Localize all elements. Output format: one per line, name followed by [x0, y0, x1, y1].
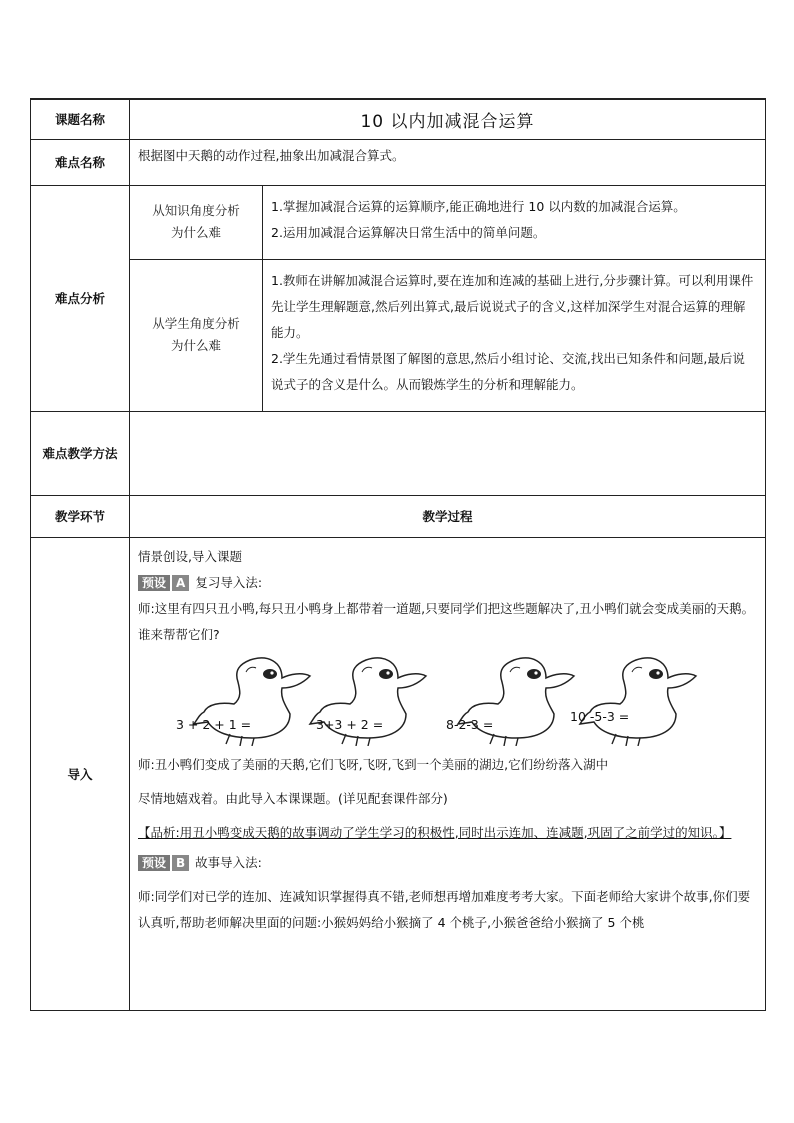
row-header	[31, 495, 766, 537]
difficulty-label: 难点名称	[31, 139, 130, 185]
intro-label: 导入	[31, 537, 130, 1010]
preset-b-line	[138, 850, 757, 876]
stage-label: 教学环节	[31, 495, 130, 537]
preset-a-title: 复习导入法:	[195, 574, 263, 590]
duck-equation-3: 8-2-3 =	[446, 716, 494, 732]
duck-equation-2: 3+3 + 2 =	[316, 716, 384, 732]
row-course-name	[31, 99, 766, 139]
row-difficulty	[31, 139, 766, 185]
duck-illustration	[138, 652, 757, 746]
student-text-2: 2.学生先通过看情景图了解图的意思,然后小组讨论、交流,找出已知条件和问题,最后说说式子的含义是什么。从而锻炼学生的分析和理解能力。	[271, 350, 745, 392]
lesson-plan-table	[30, 98, 766, 1011]
student-content	[263, 259, 766, 411]
preset-tag-b: 预设	[138, 855, 170, 871]
teacher-text-4: 师:同学们对已学的连加、连减知识掌握得真不错,老师想再增加难度考考大家。下面老师给大家讲个故事,你们要认真听,帮助老师解决里面的问题:小猴妈妈给小猴摘了 4 个桃子,小猴爸爸给小猴摘了 5 个桃	[138, 888, 751, 930]
preset-letter-b: B	[172, 855, 189, 871]
duck-equation-4: 10 -5-3 =	[570, 708, 630, 724]
analysis-label: 难点分析	[31, 185, 130, 411]
difficulty-value: 根据图中天鹅的动作过程,抽象出加减混合算式。	[130, 139, 766, 185]
method-value	[130, 411, 766, 495]
row-knowledge	[31, 185, 766, 259]
course-name-label: 课题名称	[31, 99, 130, 139]
row-intro	[31, 537, 766, 1010]
intro-content	[130, 537, 766, 1010]
row-method	[31, 411, 766, 495]
process-label: 教学过程	[130, 495, 766, 537]
knowledge-angle-text: 从知识角度分析为什么难	[152, 203, 240, 240]
knowledge-line-1: 1.掌握加减混合运算的运算顺序,能正确地进行 10 以内数的加减混合运算。	[271, 198, 686, 214]
scene-line: 情景创设,导入课题	[138, 548, 242, 564]
student-text-1: 1.教师在讲解加减混合运算时,要在连加和连减的基础上进行,分步骤计算。可以利用课件先让学生理解题意,然后列出算式,最后说说式子的含义,这样加深学生对混合运算的理解能力。	[271, 272, 754, 340]
preset-tag-a: 预设	[138, 575, 170, 591]
knowledge-line-2: 2.运用加减混合运算解决日常生活中的简单问题。	[271, 224, 546, 240]
analysis-note: 【品析:用丑小鸭变成天鹅的故事调动了学生学习的积极性,同时出示连加、连减题,巩固了之前学过的知识。】	[138, 824, 732, 840]
knowledge-content	[263, 185, 766, 259]
teacher-text-2: 师:丑小鸭们变成了美丽的天鹅,它们飞呀,飞呀,飞到一个美丽的湖边,它们纷纷落入湖中	[138, 756, 609, 772]
course-title: 10 以内加减混合运算	[130, 99, 766, 139]
student-angle-text: 从学生角度分析为什么难	[152, 316, 240, 353]
method-label: 难点教学方法	[31, 411, 130, 495]
preset-a-line	[138, 570, 757, 596]
preset-letter-a: A	[172, 575, 189, 591]
duck-4-image	[576, 652, 706, 746]
knowledge-angle-label	[130, 185, 263, 259]
row-student	[31, 259, 766, 411]
duck-equation-1: 3 + 2 + 1 =	[176, 716, 252, 732]
teacher-text-1: 师:这里有四只丑小鸭,每只丑小鸭身上都带着一道题,只要同学们把这些题解决了,丑小鸭们就会变成美丽的天鹅。谁来帮帮它们?	[138, 600, 755, 642]
teacher-text-3: 尽情地嬉戏着。由此导入本课课题。(详见配套课件部分)	[138, 790, 448, 806]
preset-b-title: 故事导入法:	[195, 854, 262, 870]
student-angle-label	[130, 259, 263, 411]
